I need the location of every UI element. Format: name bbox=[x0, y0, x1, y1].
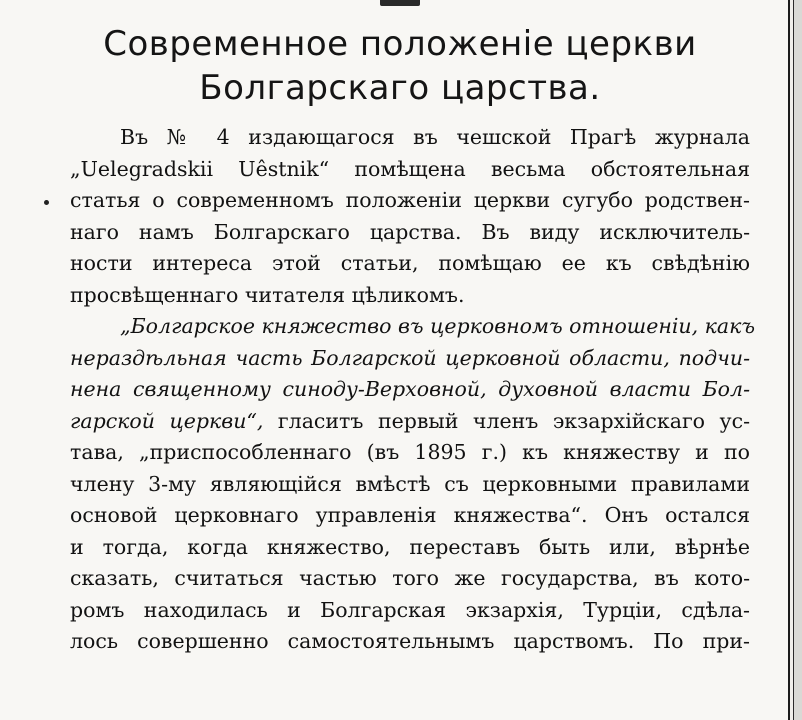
text-segment: гласитъ первый членъ экзархiйскаго ус- bbox=[263, 408, 750, 433]
quote-end: гарской церкви“, bbox=[70, 408, 264, 433]
text-line: статья о современномъ положенiи церкви сугубо родствен- bbox=[70, 188, 750, 212]
text-line: сказать, считаться частью того же государства, въ кото- bbox=[70, 566, 750, 590]
page-edge-binding bbox=[788, 0, 802, 720]
quote-line: нена священному синоду-Верховной, духовной власти Бол- bbox=[70, 377, 750, 401]
text-line: ромъ находилась и Болгарская экзархiя, Турцiи, сдѣла- bbox=[70, 597, 750, 622]
quote-line: „Болгарское княжество въ церковномъ отношенiи, какъ bbox=[120, 314, 756, 338]
text-line: „Uelegradskii Uêstnik“ помѣщена весьма обстоятельная bbox=[70, 156, 750, 181]
ink-speck bbox=[44, 200, 49, 205]
article-title bbox=[40, 22, 760, 110]
text-line: тава, „приспособленнаго (въ 1895 г.) къ княжеству и по bbox=[70, 440, 750, 464]
title-line-2: Болгарскаго царства. bbox=[199, 68, 601, 108]
page-number-fragment bbox=[380, 0, 420, 6]
text-line: наго намъ Болгарскаго царства. Въ виду исключитель- bbox=[70, 219, 750, 244]
article-body bbox=[70, 122, 756, 658]
mixed-line bbox=[70, 406, 750, 438]
text-line: лось совершенно самостоятельнымъ царствомъ. По при- bbox=[70, 629, 750, 653]
text-line: ности интереса этой статьи, помѣщаю ее къ свѣдѣнiю bbox=[70, 251, 750, 275]
text-line: просвѣщеннаго читателя цѣликомъ. bbox=[70, 282, 465, 307]
title-line-1: Современное положенiе церкви bbox=[103, 24, 697, 64]
text-line: члену 3-му являющiйся вмѣстѣ съ церковными правилами bbox=[70, 471, 750, 496]
text-line: и тогда, когда княжество, переставъ быть или, вѣрнѣе bbox=[70, 534, 750, 559]
text-line: основой церковнаго управленiя княжества“. Онъ остался bbox=[70, 503, 750, 527]
text-line: Въ № 4 издающагося въ чешской Прагѣ журнала bbox=[120, 125, 750, 149]
quote-line: нераздѣльная часть Болгарской церковной области, подчи- bbox=[70, 345, 750, 370]
